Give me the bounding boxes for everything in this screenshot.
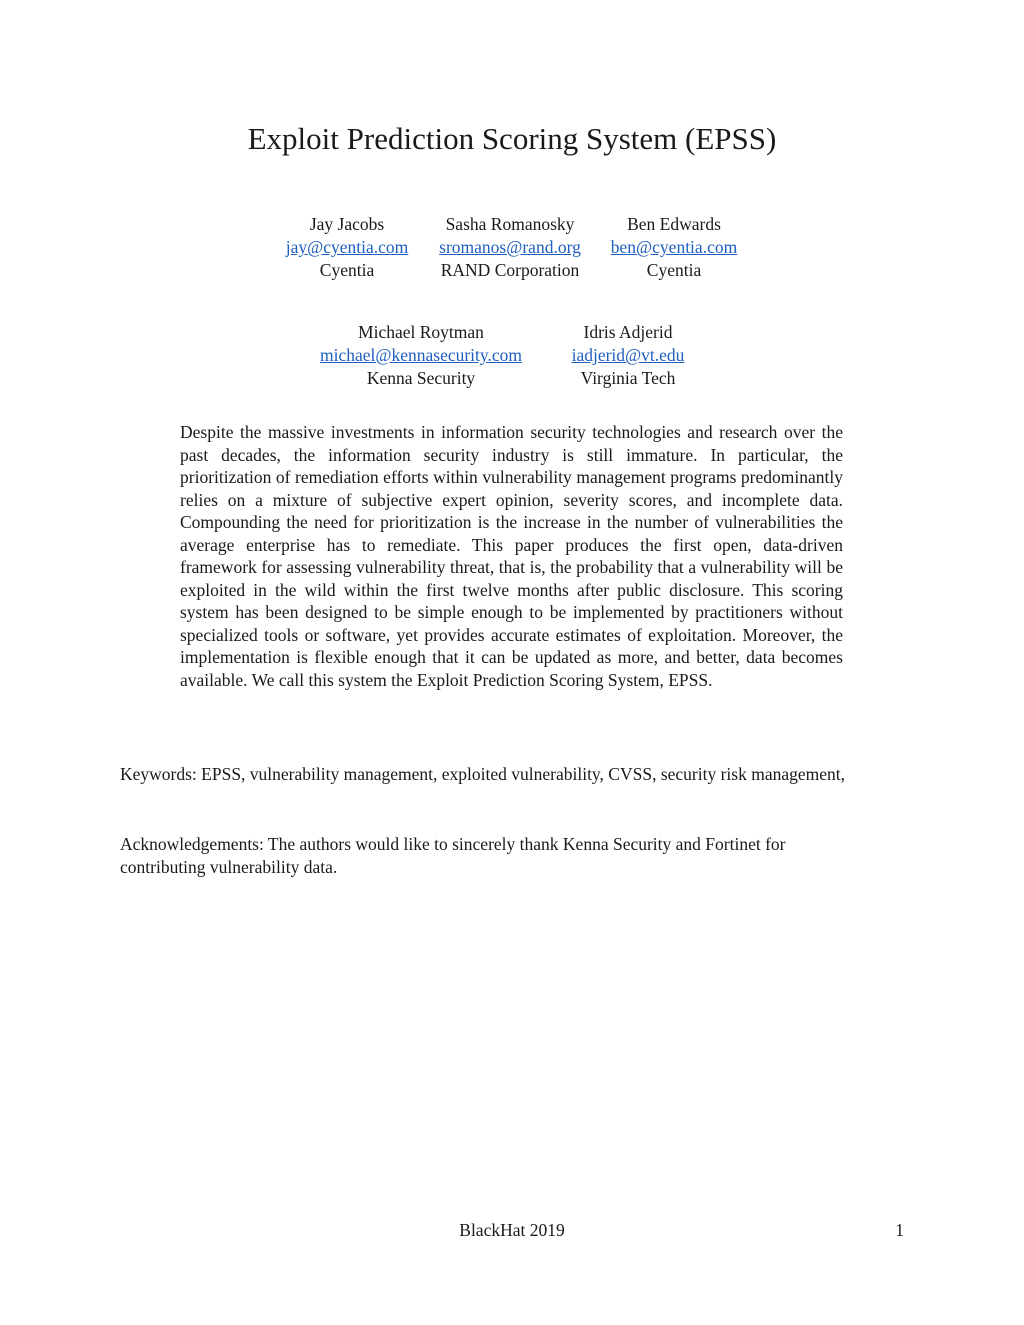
author-block-ben-edwards (594, 213, 754, 282)
author-name: Michael Roytman (358, 322, 484, 342)
author-email-link[interactable]: jay@cyentia.com (285, 237, 409, 257)
page-number: 1 (895, 1220, 904, 1240)
footer-venue: BlackHat 2019 (459, 1220, 565, 1240)
author-email-link[interactable]: sromanos@rand.org (439, 237, 581, 257)
paper-title: Exploit Prediction Scoring System (EPSS) (247, 121, 777, 156)
author-block-jay-jacobs (262, 213, 432, 282)
acknowledgements: Acknowledgements: The authors would like to sincerely thank Kenna Security and Fortinet for contributing vulnerability data. (120, 834, 786, 877)
author-affiliation: Kenna Security (366, 368, 476, 388)
author-block-sasha-romanosky (424, 213, 596, 282)
author-block-michael-roytman (301, 321, 541, 390)
author-affiliation: RAND Corporation (440, 260, 580, 280)
keywords: Keywords: EPSS, vulnerability management, exploited vulnerability, CVSS, security risk management, (120, 764, 845, 784)
author-name: Sasha Romanosky (445, 214, 575, 234)
abstract: Despite the massive investments in information security technologies and research over the past decades, the information security industry is still immature. In particular, the prioritization of remediation efforts within vulnerability management programs predominantly relies on a mixture of subjective expert opinion, severity scores, and incomplete data. Compounding the need for prioritization is the increase in the number of vulnerabilities the average enterprise has to remediate. This paper produces the first open, data-driven framework for assessing vulnerability threat, that is, the probability that a vulnerability will be exploited in the wild within the first twelve months after public disclosure. This scoring system has been designed to be simple enough to be implemented by practitioners without specialized tools or software, yet provides accurate estimates of exploitation. Moreover, the implementation is flexible enough that it can be updated as more, and better, data becomes available. We call this system the Exploit Prediction Scoring System, EPSS. (180, 422, 843, 690)
author-name: Idris Adjerid (583, 322, 673, 342)
author-name: Ben Edwards (627, 214, 721, 234)
author-affiliation: Virginia Tech (580, 368, 676, 388)
author-affiliation: Cyentia (319, 260, 375, 280)
author-block-idris-adjerid (553, 321, 703, 390)
author-affiliation: Cyentia (646, 260, 702, 280)
author-email-link[interactable]: iadjerid@vt.edu (571, 345, 685, 365)
author-name: Jay Jacobs (309, 214, 385, 234)
author-email-link[interactable]: michael@kennasecurity.com (319, 345, 523, 365)
author-email-link[interactable]: ben@cyentia.com (610, 237, 738, 257)
